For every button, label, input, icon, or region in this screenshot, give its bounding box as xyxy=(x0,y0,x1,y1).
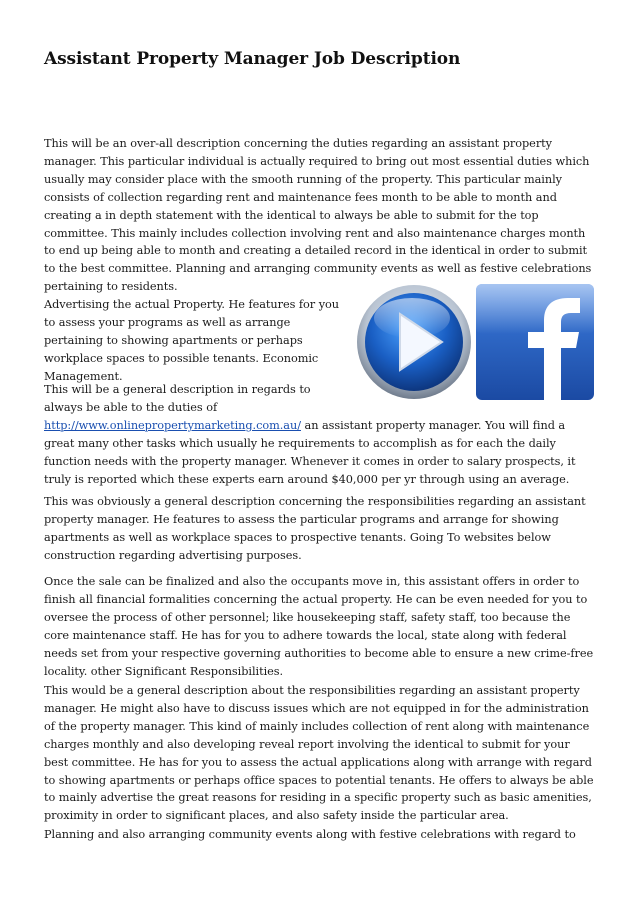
planning-paragraph: Planning and also arranging community events along with festive celebrations with regard to xyxy=(44,828,576,841)
page-title: Assistant Property Manager Job Description xyxy=(44,49,461,69)
play-button-icon xyxy=(357,285,471,399)
salary-paragraph-text: an assistant property manager. You will find a great many other tasks which usually he requirements to accomplish as for each the daily function needs with the property manager. Whenever it comes in order to salary prospects, it truly is reported which these experts earn around $40,000 per yr through using an average. xyxy=(44,419,576,486)
intro-paragraph: This will be an over-all description concerning the duties regarding an assistant property manager. This particular individual is actually required to bring out most essential duties which usually may consider place with the smooth running of the property. This particular mainly consists of collection regarding rent and maintenance fees month to be able to month and creating a in depth statement with the identical to always be able to submit for the top committee. This mainly includes collection involving rent and also maintenance charges month to end up being able to month and creating a detailed record in the identical in order to submit to the best committee. Planning and arranging community events as well as festive celebrations pertaining to residents. xyxy=(44,137,592,294)
general-description-paragraph: This would be a general description about the responsibilities regarding an assistant property manager. He might also have to discuss issues which are not equipped in for the administration of the property manager. This kind of mainly includes collection of rent along with maintenance charges monthly and also developing reveal report involving the identical to submit for your best committee. He has for you to assess the actual applications along with arrange with regard to showing apartments or perhaps office spaces to potential tenants. He offers to always be able to mainly advertise the great reasons for residing in a specific property such as basic amenities, proximity in order to significant places, and also safety inside the particular area. xyxy=(44,684,594,823)
media-icons xyxy=(356,282,596,402)
facebook-icon xyxy=(476,284,594,400)
sale-paragraph: Once the sale can be finalized and also the occupants move in, this assistant offers in order to finish all financial formalities concerning the actual property. He can be even needed for you to oversee the process of other personnel; like housekeeping staff, safety staff, too because the core maintenance staff. He has for you to adhere towards the local, state along with federal needs set from your respective governing authorities to become able to ensure a new crime-free locality. other Significant Responsibilities. xyxy=(44,575,594,678)
property-marketing-link[interactable]: http://www.onlinepropertymarketing.com.au/ xyxy=(44,419,301,432)
responsibilities-paragraph: This was obviously a general description concerning the responsibilities regarding an assistant property manager. He features to assess the particular programs and arrange for showing apartments as well as workplace spaces to prospective tenants. Going To websites below construction regarding advertising purposes. xyxy=(44,495,586,562)
salary-paragraph-lead xyxy=(44,381,342,417)
salary-paragraph xyxy=(44,417,596,489)
advertising-paragraph: Advertising the actual Property. He features for you to assess your programs as well as arrange pertaining to showing apartments or perhaps workplace spaces to possible tenants. Economic Management. xyxy=(44,298,340,383)
salary-paragraph-lead-text: This will be a general description in regards to always be able to the duties of xyxy=(44,383,311,414)
